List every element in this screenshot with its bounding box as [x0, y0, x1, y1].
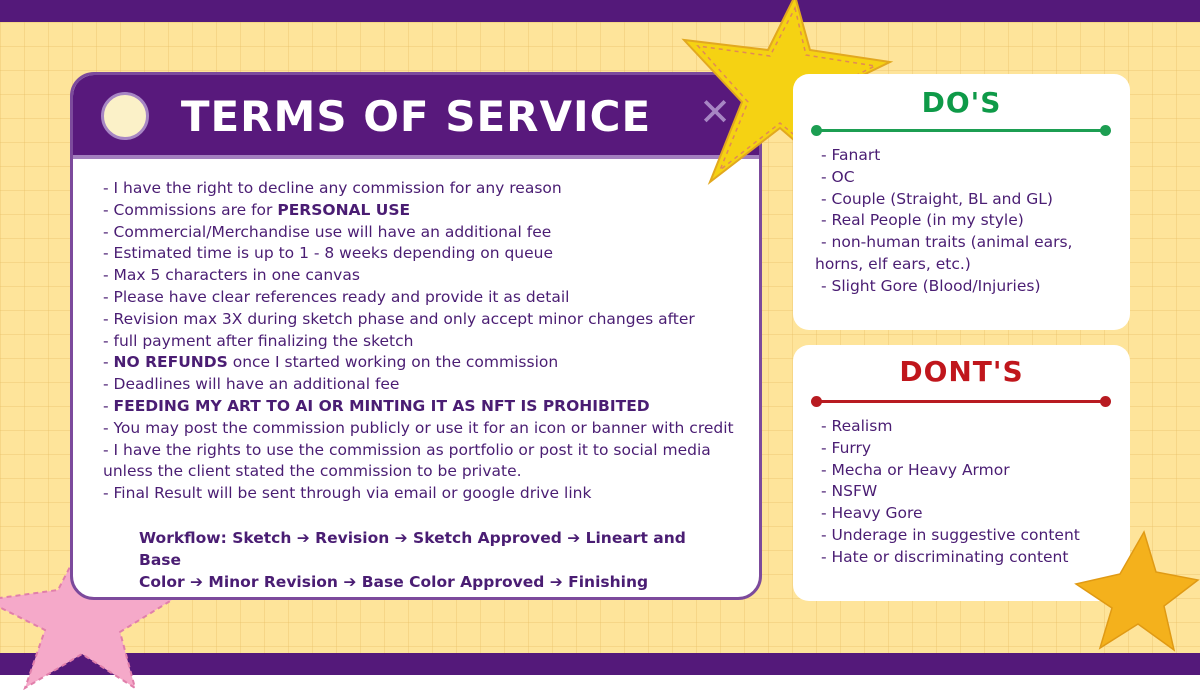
list-item: - Heavy Gore: [821, 504, 923, 523]
terms-item: - Final Result will be sent through via email or google drive link: [103, 484, 592, 503]
terms-item: - Revision max 3X during sketch phase and only accept minor changes after: [103, 309, 695, 328]
terms-item: - You may post the commission publicly or use it for an icon or banner with credit: [103, 418, 734, 437]
workflow-line: Workflow: Sketch ➔ Revision ➔ Sketch Approved ➔ Lineart and Base: [139, 529, 686, 569]
list-item: - non-human traits (animal ears,: [821, 233, 1073, 252]
workflow-line: Color ➔ Minor Revision ➔ Base Color Approved ➔ Finishing: [139, 573, 649, 591]
terms-list: [103, 178, 743, 505]
terms-of-service-window: [70, 72, 762, 600]
list-item: - OC: [821, 167, 855, 186]
terms-item: - NO REFUNDS once I started working on the commission: [103, 353, 559, 372]
terms-item: - Estimated time is up to 1 - 8 weeks depending on queue: [103, 244, 554, 263]
terms-item: - Commissions are for PERSONAL USE: [103, 200, 411, 219]
dos-divider: [815, 129, 1107, 132]
orange-star-decoration: [1072, 528, 1200, 653]
list-item: - Mecha or Heavy Armor: [821, 460, 1010, 479]
terms-item: - I have the rights to use the commission as portfolio or post it to social media: [103, 440, 711, 459]
list-item: - Real People (in my style): [821, 211, 1024, 230]
terms-item: - Commercial/Merchandise use will have an additional fee: [103, 222, 552, 241]
close-icon[interactable]: ✕: [699, 90, 731, 134]
dos-list: [815, 145, 1121, 298]
workflow-text: [139, 527, 699, 593]
page-title: TERMS OF SERVICE: [180, 92, 652, 141]
list-item: - Underage in suggestive content: [821, 525, 1080, 544]
window-header: [73, 75, 759, 159]
list-item: - Fanart: [821, 146, 881, 164]
terms-item: unless the client stated the commission to be private.: [103, 462, 522, 481]
list-item: - Furry: [821, 438, 872, 457]
terms-item: - full payment after finalizing the sketch: [103, 331, 414, 350]
dos-card: [793, 74, 1130, 330]
terms-item: - FEEDING MY ART TO AI OR MINTING IT AS NFT IS PROHIBITED: [103, 396, 650, 415]
list-item: - Hate or discriminating content: [821, 547, 1069, 566]
list-item: - NSFW: [821, 482, 878, 501]
donts-title: DONT'S: [899, 355, 1024, 388]
terms-item: - Deadlines will have an additional fee: [103, 375, 400, 394]
terms-item: - Please have clear references ready and provide it as detail: [103, 287, 570, 306]
list-item: horns, elf ears, etc.): [815, 254, 971, 273]
list-item: - Realism: [821, 417, 893, 435]
list-item: - Couple (Straight, BL and GL): [821, 189, 1053, 208]
donts-divider: [815, 400, 1107, 403]
top-frame-bar: [0, 0, 1200, 22]
terms-item: - I have the right to decline any commission for any reason: [103, 179, 562, 197]
terms-item: - Max 5 characters in one canvas: [103, 266, 360, 285]
list-item: - Slight Gore (Blood/Injuries): [821, 276, 1041, 295]
dos-title: DO'S: [921, 86, 1002, 119]
